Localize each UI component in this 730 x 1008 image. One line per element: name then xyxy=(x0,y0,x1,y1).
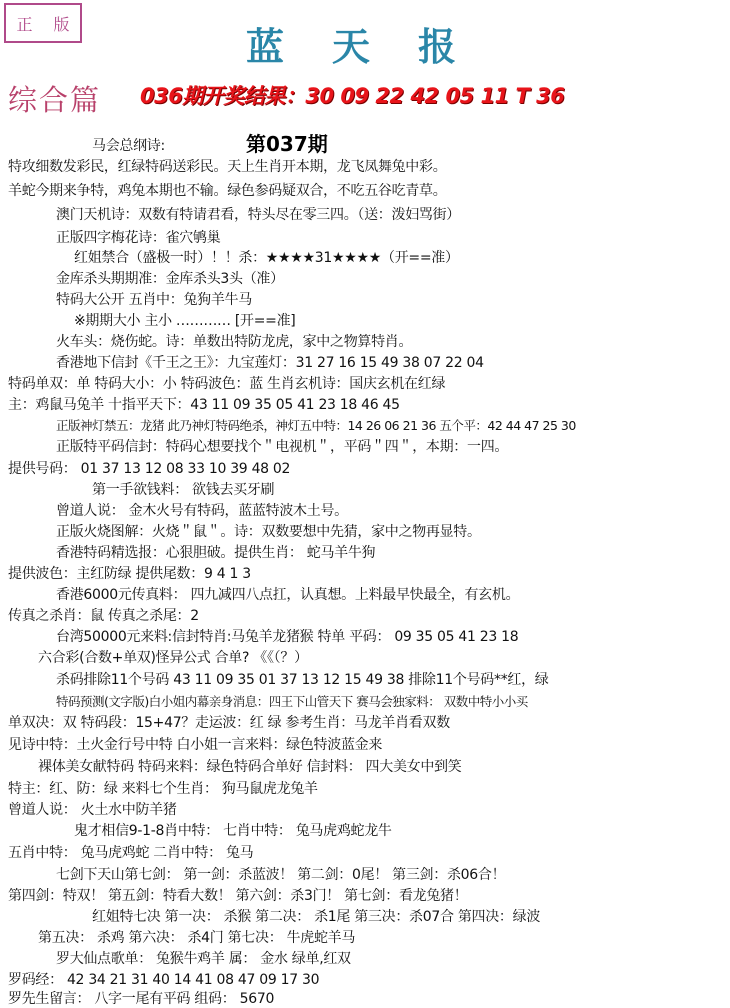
text-line: 台湾50000元来料:信封特肖:马兔羊龙猪猴 特单 平码： 09 35 05 41 23 18 xyxy=(56,629,519,645)
newspaper-title: 蓝天报 xyxy=(246,24,505,69)
text-line: 特攻细数发彩民，红绿特码送彩民。天上生肖开本期，龙飞凤舞兔中彩。 xyxy=(8,159,447,175)
text-line: 裸体美女献特码 特码来料：绿色特码合单好 信封料： 四大美女中到笑 xyxy=(38,759,462,775)
text-line: 火车头：烧伤蛇。诗：单数出特防龙虎，家中之物算特肖。 xyxy=(56,334,413,350)
text-line: 鬼才相信9-1-8肖中特： 七肖中特： 兔马虎鸡蛇龙牛 xyxy=(74,823,392,839)
text-line: 曾道人说： 火土水中防羊猪 xyxy=(8,802,177,818)
text-line: 特码大公开 五肖中：兔狗羊牛马 xyxy=(56,292,252,308)
text-line: 曾道人说： 金木火号有特码，蓝蓝特波木土号。 xyxy=(56,503,348,519)
text-line: 特主：红、防：绿 来料七个生肖： 狗马鼠虎龙兔羊 xyxy=(8,781,318,797)
text-line: 特码预测(文字版)白小姐内幕亲身消息：四王下山管天下 赛马会独家料： 双数中特小小买 xyxy=(56,694,528,709)
text-line: 红姐禁合（盛极一时）！！杀：★★★★31★★★★（开==准） xyxy=(74,250,459,266)
text-line: 羊蛇今期来争特，鸡兔本期也不输。绿色参码疑双合，不吃五谷吃青草。 xyxy=(8,183,447,199)
text-line: 罗先生留言： 八字一尾有平码 组码： 5670 xyxy=(8,991,275,1007)
previous-draw-result: 036期开奖结果：30 09 22 42 05 11 T 36 xyxy=(140,84,565,108)
text-line: 金库杀头期期准：金库杀头3头（准） xyxy=(56,271,284,287)
text-line: 第一手欲钱料： 欲钱去买牙刷 xyxy=(92,482,275,498)
text-line: 香港6000元传真料： 四九减四八点扛，认真想。上料最早快最全，有玄机。 xyxy=(56,587,520,603)
text-line: 马会总纲诗: xyxy=(92,138,165,154)
text-line: 六合彩(合数+单双)怪异公式 合单? 《《（？） xyxy=(38,650,308,666)
text-line: 杀码排除11个号码 43 11 09 35 01 37 13 12 15 49 38 排除11个号码**红，绿 xyxy=(56,672,549,688)
text-line: 七剑下天山第七剑： 第一剑：杀蓝波！ 第二剑：0尾！ 第三剑：杀06合！ xyxy=(56,867,506,883)
text-line: 特码单双：单 特码大小：小 特码波色：蓝 生肖玄机诗：国庆玄机在红绿 xyxy=(8,376,446,392)
text-line: 第五决： 杀鸡 第六决： 杀4门 第七决： 牛虎蛇羊马 xyxy=(38,930,356,946)
text-line: 五肖中特： 兔马虎鸡蛇 二肖中特： 兔马 xyxy=(8,845,254,861)
text-line: 单双决：双 特码段：15+47？走运波：红 绿 参考生肖：马龙羊肖看双数 xyxy=(8,715,450,731)
badge-char-2: 版 xyxy=(53,14,70,34)
text-line: 提供波色：主红防绿 提供尾数：9 4 1 3 xyxy=(8,566,251,582)
text-line: 提供号码： 01 37 13 12 08 33 10 39 48 02 xyxy=(8,461,291,477)
badge-char-1: 正 xyxy=(16,14,33,34)
text-line: 罗大仙点歌单： 兔猴牛鸡羊 属： 金水 绿单,红双 xyxy=(56,951,351,967)
section-label: 综合篇 xyxy=(8,83,102,117)
issue-number: 第037期 xyxy=(246,132,328,156)
text-line: 红姐特七决 第一决： 杀猴 第二决： 杀1尾 第三决：杀07合 第四决：绿波 xyxy=(92,909,541,925)
text-line: 第四剑：特双！ 第五剑：特看大数！ 第六剑：杀3门！ 第七剑：看龙兔猪！ xyxy=(8,888,468,904)
text-line: 主：鸡鼠马兔羊 十指平天下：43 11 09 35 05 41 23 18 46 45 xyxy=(8,397,400,413)
official-edition-badge xyxy=(4,3,82,43)
text-line: 传真之杀肖：鼠 传真之杀尾：2 xyxy=(8,608,199,624)
text-line: 正版四字梅花诗：雀穴鸲巢 xyxy=(56,230,221,246)
text-line: 香港地下信封《千王之王》：九宝莲灯：31 27 16 15 49 38 07 22 04 xyxy=(56,355,484,371)
text-line: 见诗中特：土火金行号中特 白小姐一言来料：绿色特波蓝金来 xyxy=(8,737,383,753)
text-line: 正版特平码信封：特码心想要找个＂电视机＂，平码＂四＂，本期：一四。 xyxy=(56,439,509,455)
text-line: 正版神灯禁五：龙猪 此乃神灯特码绝杀，神灯五中特：14 26 06 21 36 五个平：42 44 47 25 30 xyxy=(56,418,576,433)
text-line: 澳门天机诗：双数有特请君看，特头尽在零三四。（送：泼妇骂街） xyxy=(56,207,460,223)
text-line: 罗码经： 42 34 21 31 40 14 41 08 47 09 17 30 xyxy=(8,972,320,988)
text-line: 正版火烧图解：火烧＂鼠＂。诗：双数要想中先猜，家中之物再显特。 xyxy=(56,524,481,540)
text-line: ※期期大小 主小 ………… [开==准] xyxy=(74,313,296,329)
text-line: 香港特码精选报：心狠胆破。提供生肖： 蛇马羊牛狗 xyxy=(56,545,376,561)
